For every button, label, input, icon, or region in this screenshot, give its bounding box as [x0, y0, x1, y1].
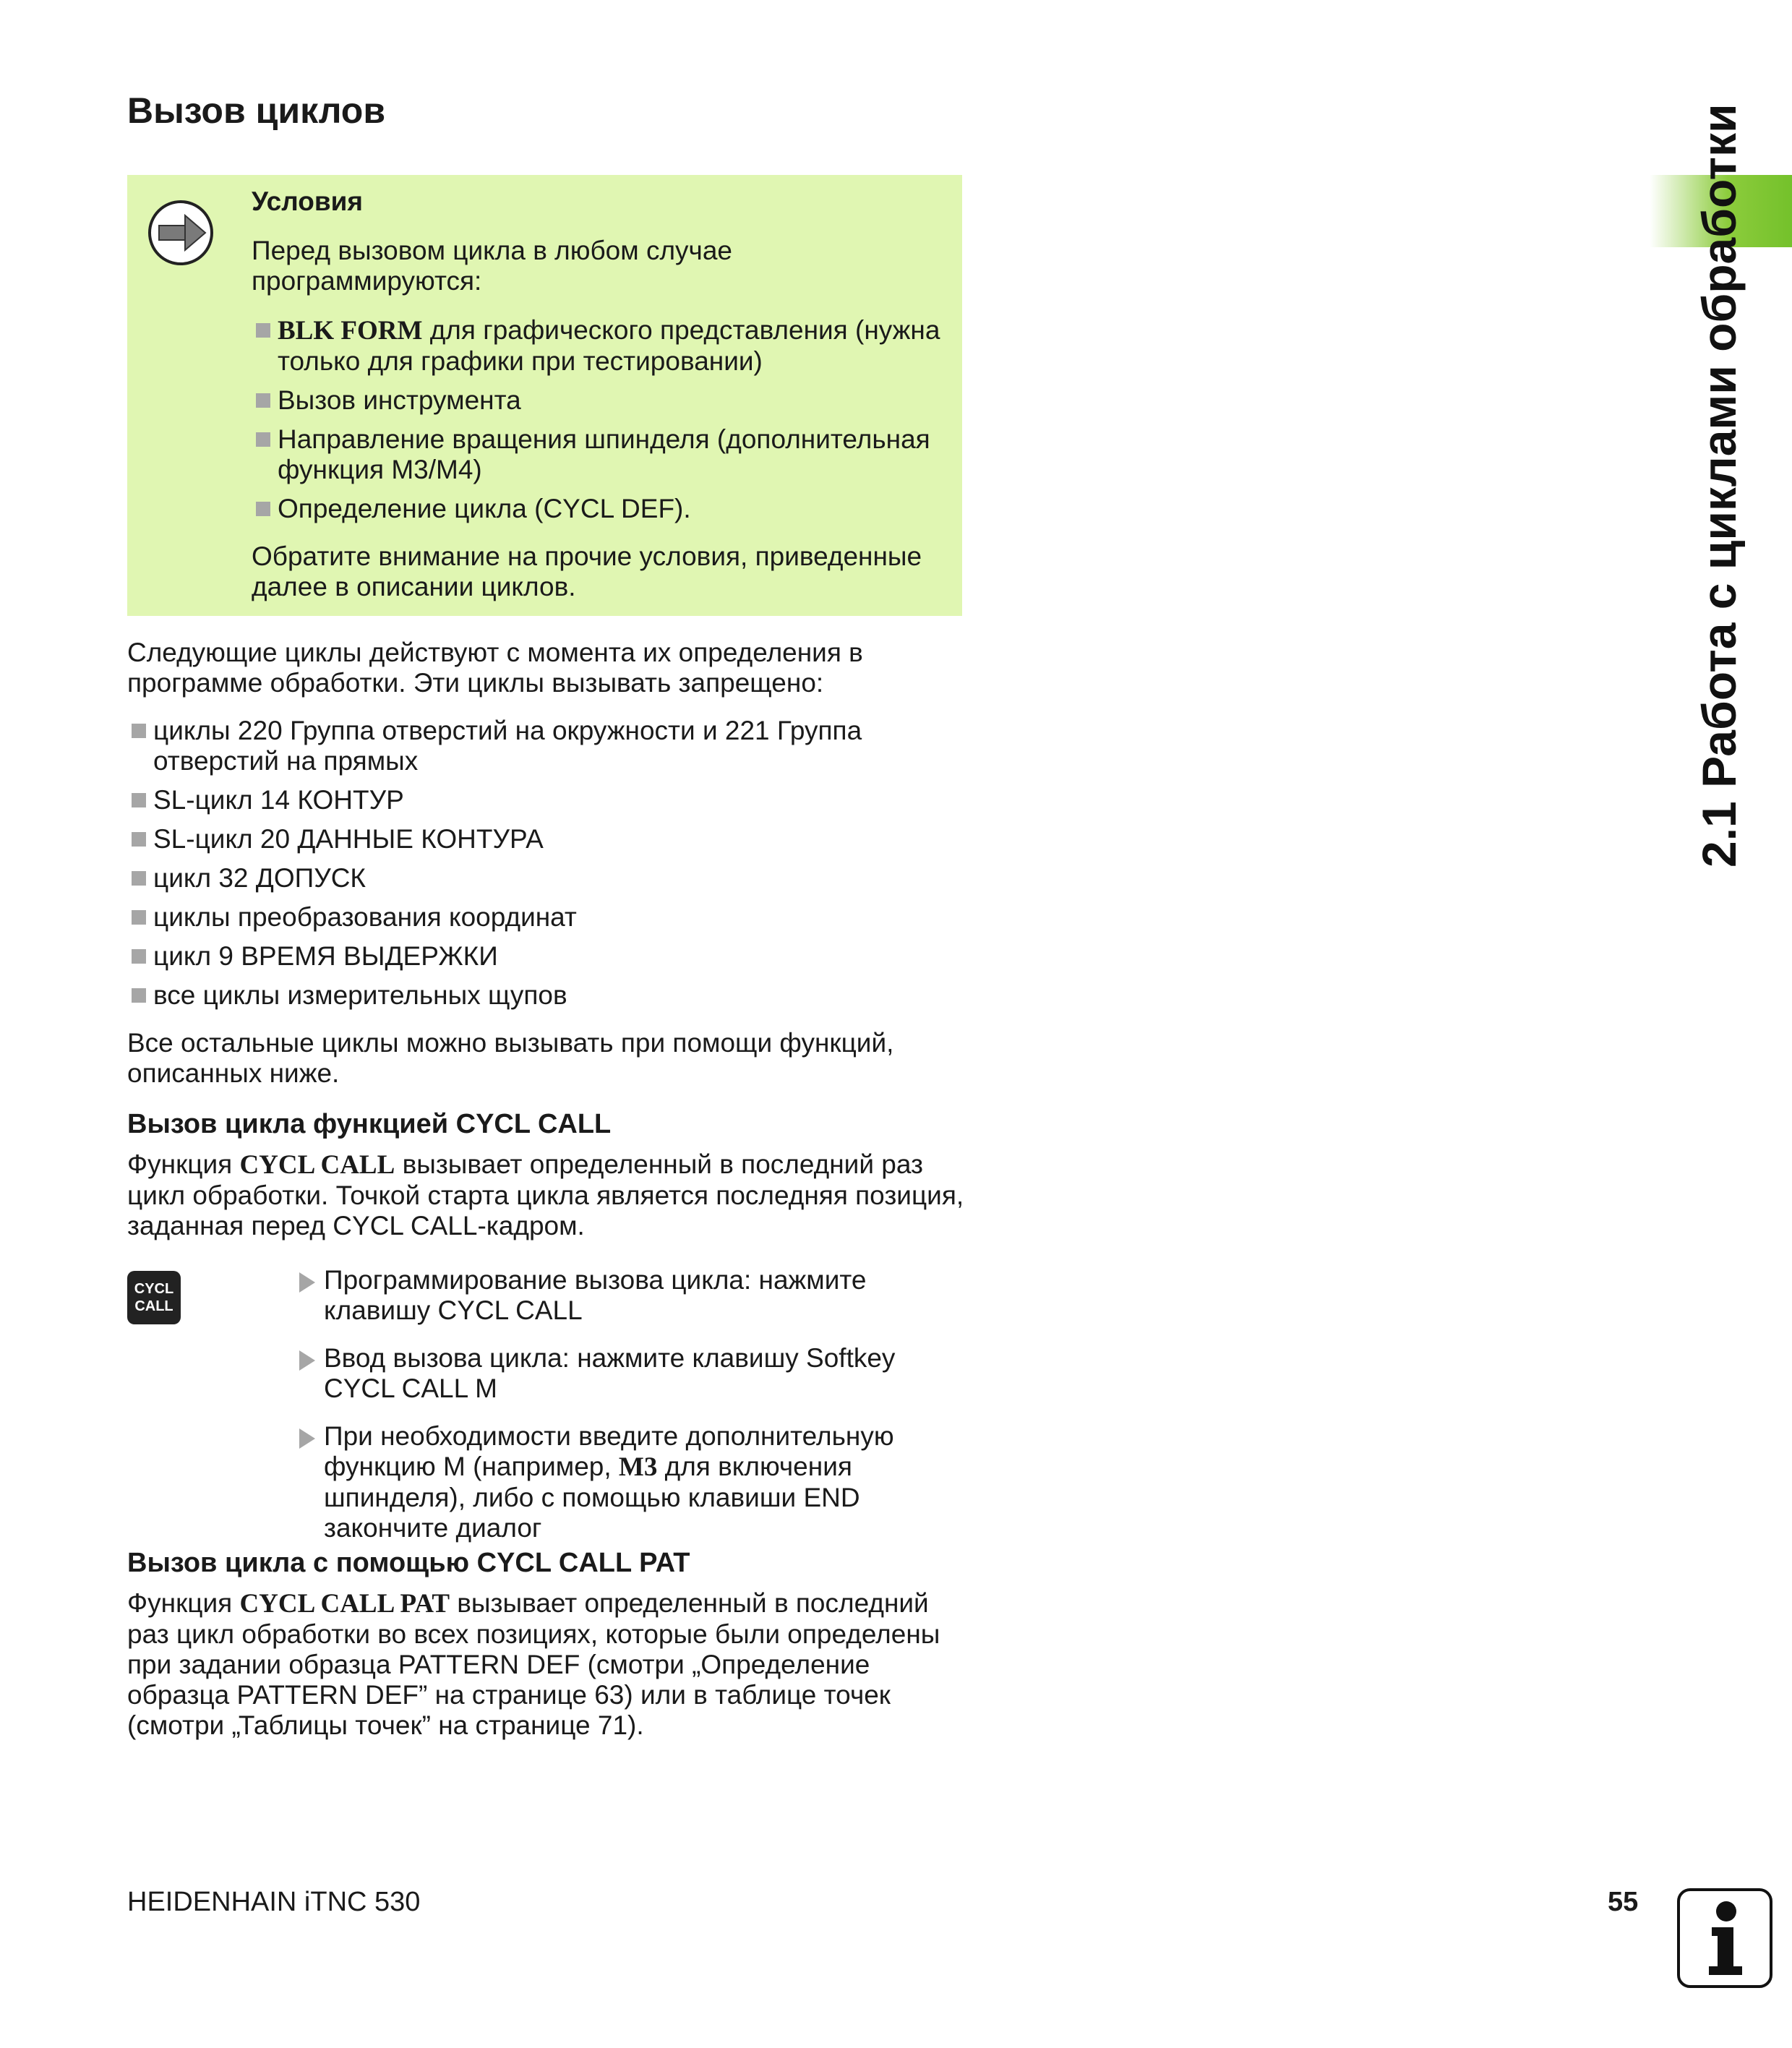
bullet-square-icon — [132, 832, 146, 847]
step-text: Программирование вызова цикла: нажмите клавишу CYCL CALL — [324, 1265, 867, 1325]
list-item-text: цикл 32 ДОПУСК — [153, 863, 366, 893]
chapter-side-title: 2.1 Работа с циклами обработки — [1692, 103, 1746, 867]
step-text: При необходимости введите дополнительную функцию M (например, — [324, 1421, 894, 1481]
page-number: 55 — [1608, 1887, 1639, 1917]
list-item — [252, 494, 946, 524]
bullet-square-icon — [132, 724, 146, 738]
list-item — [127, 716, 966, 776]
bullet-square-icon — [132, 871, 146, 886]
list-item — [127, 941, 966, 972]
list-item-text: цикл 9 ВРЕМЯ ВЫДЕРЖКИ — [153, 941, 498, 971]
list-item — [252, 385, 946, 416]
conditions-list — [252, 315, 946, 524]
section-heading-cycl-call: Вызов цикла функцией CYCL CALL — [127, 1109, 612, 1139]
key-label-line2: CALL — [134, 1298, 173, 1314]
list-item-text: Определение цикла (CYCL DEF). — [278, 494, 691, 523]
list-item-text: Направление вращения шпинделя (дополнительная функция M3/M4) — [278, 424, 930, 484]
list-item-text: циклы 220 Группа отверстий на окружности и 221 Группа отверстий на прямых — [153, 716, 862, 776]
bullet-square-icon — [132, 949, 146, 964]
list-item — [127, 863, 966, 894]
intro-paragraph: Следующие циклы действуют с момента их определения в программе обработки. Эти циклы вызывать запрещено: — [127, 638, 863, 698]
step-text: для включения шпинделя), либо с помощью клавиши END закончите диалог — [324, 1452, 860, 1543]
step-item — [298, 1421, 948, 1543]
triangle-right-icon — [299, 1272, 315, 1293]
step-item — [298, 1343, 948, 1404]
list-item — [127, 785, 966, 815]
page-title: Вызов циклов — [127, 90, 386, 131]
info-icon — [1677, 1888, 1772, 1988]
step-item — [298, 1265, 948, 1326]
cycl-call-steps — [298, 1265, 948, 1561]
bullet-square-icon — [132, 910, 146, 925]
list-item-text: все циклы измерительных щупов — [153, 980, 567, 1010]
m3-term: M3 — [618, 1452, 658, 1482]
cycl-call-term: CYCL CALL — [239, 1150, 395, 1180]
para-text: Функция — [127, 1149, 240, 1179]
list-item-text: SL-цикл 20 ДАННЫЕ КОНТУРА — [153, 824, 544, 854]
bullet-square-icon — [132, 988, 146, 1003]
list-item — [252, 424, 946, 485]
conditions-note — [252, 187, 946, 602]
bullet-square-icon — [132, 793, 146, 807]
cycl-call-key-icon — [127, 1271, 181, 1324]
bullet-square-icon — [256, 393, 270, 408]
cycl-call-pat-term: CYCL CALL PAT — [239, 1589, 450, 1619]
blk-form-term: BLK FORM — [278, 316, 423, 346]
note-intro: Перед вызовом цикла в любом случае программируются: — [252, 236, 732, 296]
note-outro: Обратите внимание на прочие условия, приведенные далее в описании циклов. — [252, 541, 922, 601]
list-item-text: Вызов инструмента — [278, 385, 521, 415]
forbidden-cycles-list — [127, 716, 966, 1011]
para-text: вызывает определенный в последний раз цикл обработки. Точкой старта цикла является последняя позиция, заданная перед CYCL CALL-кадром. — [127, 1149, 964, 1241]
list-item-text: циклы преобразования координат — [153, 902, 577, 932]
list-item-text: для графического представления (нужна только для графики при тестировании) — [278, 315, 940, 376]
arrow-right-icon — [147, 200, 214, 266]
after-list-paragraph: Все остальные циклы можно вызывать при помощи функций, описанных ниже. — [127, 1028, 894, 1088]
cycl-call-paragraph — [127, 1149, 966, 1241]
bullet-square-icon — [256, 323, 270, 338]
para-text: вызывает определенный в последний раз цикл обработки во всех позициях, которые были определены при задании образца PATTERN DEF (смотри „Определение образца PATTERN DEF” на странице 63) или в таблице точек (смотри „Таблицы точек” на странице 71). — [127, 1588, 940, 1740]
triangle-right-icon — [299, 1428, 315, 1449]
para-text: Функция — [127, 1588, 240, 1618]
note-heading: Условия — [252, 187, 363, 216]
list-item — [252, 315, 946, 377]
list-item — [127, 824, 966, 854]
main-content — [127, 638, 966, 1758]
key-label-line1: CYCL — [134, 1281, 174, 1297]
step-text: Ввод вызова цикла: нажмите клавишу Softkey CYCL CALL M — [324, 1343, 896, 1403]
triangle-right-icon — [299, 1350, 315, 1371]
list-item-text: SL-цикл 14 КОНТУР — [153, 785, 404, 815]
list-item — [127, 980, 966, 1011]
list-item — [127, 902, 966, 933]
footer-manual-name: HEIDENHAIN iTNC 530 — [127, 1887, 421, 1917]
bullet-square-icon — [256, 432, 270, 447]
bullet-square-icon — [256, 502, 270, 516]
cycl-call-pat-paragraph — [127, 1588, 966, 1741]
section-heading-cycl-call-pat: Вызов цикла с помощью CYCL CALL PAT — [127, 1548, 690, 1578]
